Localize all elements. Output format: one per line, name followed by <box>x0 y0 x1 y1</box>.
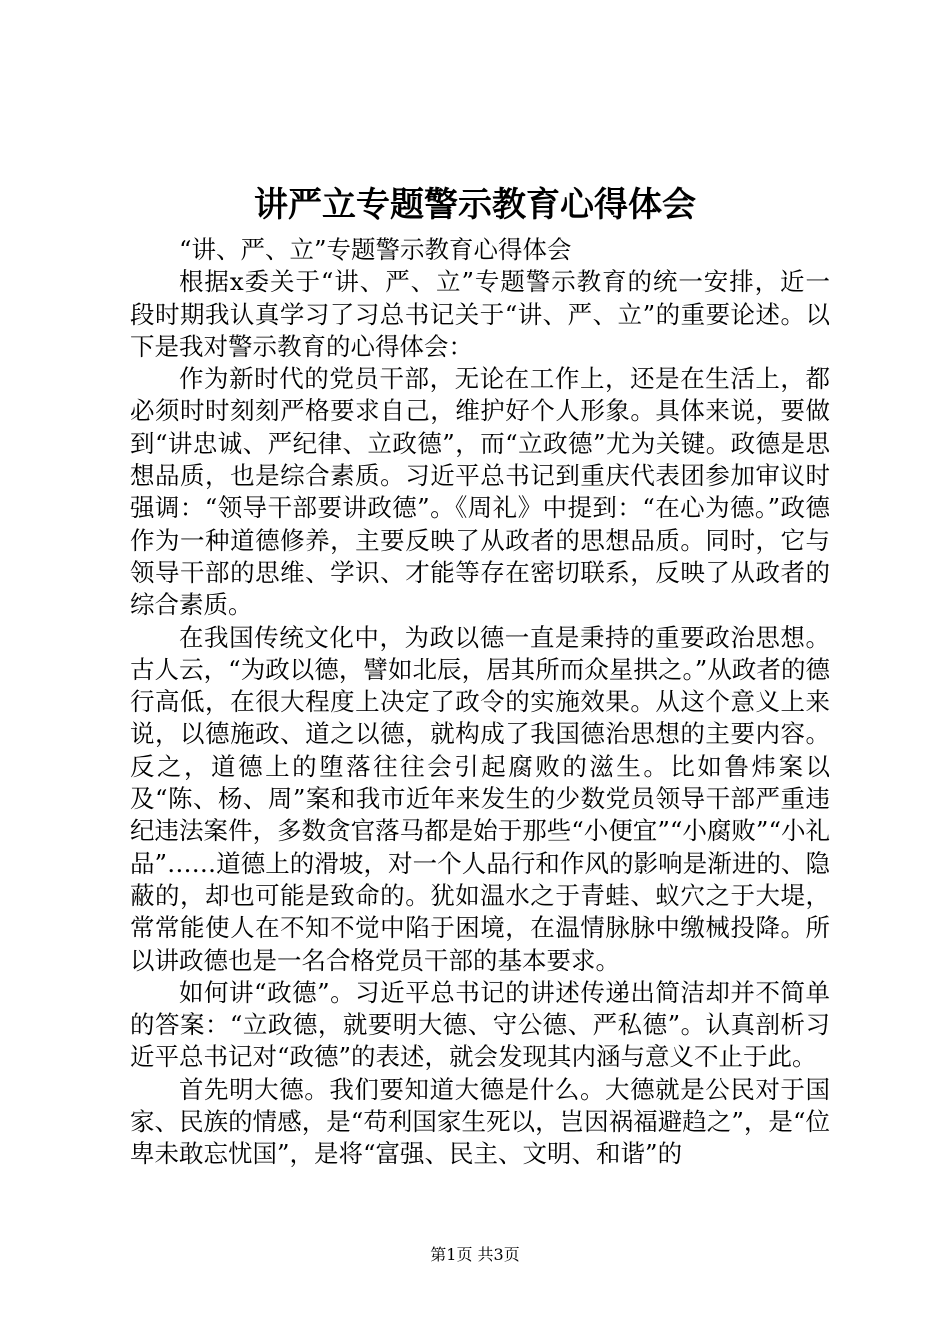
paragraph-subtitle: “讲、严、立”专题警示教育心得体会 <box>179 235 572 264</box>
paragraph-great-virtue: 首先明大德。我们要知道大德是什么。大德就是公民对于国家、民族的情感，是“苟利国家生死以，岂因祸福避趋之”，是“位卑未敢忘忧国”，是将“富强、民主、文明、和谐”的 <box>130 1074 830 1169</box>
document-body <box>130 234 830 1171</box>
paragraph-how-to-practice: 如何讲“政德”。习近平总书记的讲述传递出简洁却并不简单的答案：“立政德，就要明大德、守公德、严私德”。认真剖析习近平总书记对“政德”的表述，就会发现其内涵与意义不止于此。 <box>130 977 830 1072</box>
paragraph-traditional-culture: 在我国传统文化中，为政以德一直是秉持的重要政治思想。古人云，“为政以德，譬如北辰，居其所而众星拱之。”从政者的德行高低，在很大程度上决定了政令的实施效果。从这个意义上来说，以德施政、道之以德，就构成了我国德治思想的主要内容。反之，道德上的堕落往往会引起腐败的滋生。比如鲁炜案以及“陈、杨、周”案和我市近年来发生的少数党员领导干部严重违纪违法案件，多数贪官落马都是始于那些“小便宜”“小腐败”“小礼品”……道德上的滑坡，对一个人品行和作风的影响是渐进的、隐蔽的，却也可能是致命的。犹如温水之于青蛙、蚁穴之于大堤，常常能使人在不知不觉中陷于困境，在温情脉脉中缴械投降。所以讲政德也是一名合格党员干部的基本要求。 <box>130 622 830 975</box>
document-title: 讲严立专题警示教育心得体会 <box>254 185 696 225</box>
page-number: 第1页 共3页 <box>430 1245 520 1264</box>
paragraph-party-cadre: 作为新时代的党员干部，无论在工作上，还是在生活上，都必须时时刻刻严格要求自己，维护好个人形象。具体来说，要做到“讲忠诚、严纪律、立政德”，而“立政德”尤为关键。政德是思想品质，也是综合素质。习近平总书记到重庆代表团参加审议时强调：“领导干部要讲政德”。《周礼》中提到：“在心为德。”政德作为一种道德修养，主要反映了从政者的思想品质。同时，它与领导干部的思维、学识、才能等存在密切联系，反映了从政者的综合素质。 <box>130 364 830 620</box>
paragraph-intro: 根据x委关于“讲、严、立”专题警示教育的统一安排，近一段时期我认真学习了习总书记关于“讲、严、立”的重要论述。以下是我对警示教育的心得体会： <box>130 267 830 361</box>
